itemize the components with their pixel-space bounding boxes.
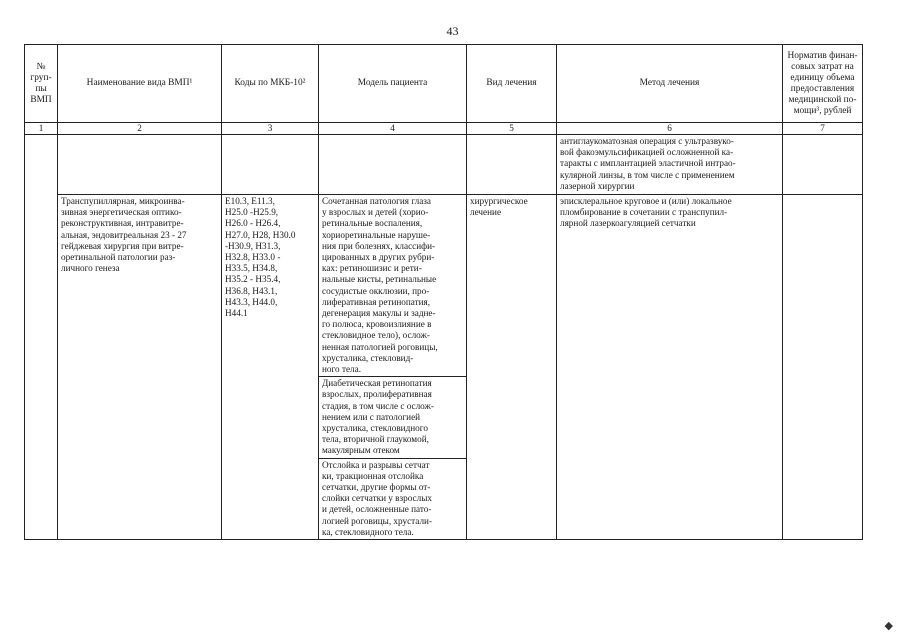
column-number: 7	[783, 123, 863, 135]
page-number: 43	[446, 24, 459, 38]
treatment-type-cell: хирургическое лечение	[467, 195, 557, 540]
header-vmp-name: Наименование вида ВМП¹	[58, 45, 222, 123]
header-treatment-method: Метод лечения	[557, 45, 783, 123]
header-icd-codes: Коды по МКБ-10²	[222, 45, 319, 123]
icd-codes-cell	[222, 135, 319, 195]
vmp-name-cell: Транспупиллярная, микроинва- зивная энергетическая оптико- реконструктивная, интравитре- альная, эндовитреальная 23 - 27 гейджевая хирургия при витре- оретинальной патологии раз- личного генеза	[58, 195, 222, 540]
patient-model-retinal-detachment: Отслойка и разрывы сетчат ки, тракционная отслойка сетчатки, другие формы от- слойки сетчатки у взрослых и детей, осложненные пато- логией роговицы, хрустали- ка, стекловидного тела.	[319, 458, 466, 539]
column-number: 1	[25, 123, 58, 135]
treatment-method-cell: антиглаукоматозная операция с ультразвуко- вой факоэмульсификацией осложненной ка- таракты с имплантацией эластичной интрао- кулярной линзы, в том числе с применением лазерной хирургии	[557, 135, 783, 195]
column-number: 6	[557, 123, 783, 135]
patient-model-cell	[319, 135, 467, 195]
corner-mark: ◆	[884, 620, 893, 632]
header-patient-model: Модель пациента	[319, 45, 467, 123]
header-row	[25, 45, 863, 123]
group-number-cell	[25, 135, 58, 540]
patient-model-diabetic-retinopathy: Диабетическая ретинопатия взрослых, пролиферативная стадия, в том числе с ослож- нением или с патологией хрусталика, стекловидного тела, вторичной глаукомой, макулярным отеком	[319, 376, 466, 457]
column-number: 5	[467, 123, 557, 135]
column-number-row	[25, 123, 863, 135]
table-row-continuation	[25, 135, 863, 195]
column-number: 2	[58, 123, 222, 135]
vmp-name-cell	[58, 135, 222, 195]
cost-standard-cell	[783, 135, 863, 195]
column-number: 4	[319, 123, 467, 135]
treatment-method-cell: эписклеральное круговое и (или) локальное пломбирование в сочетании с транспупил- лярной лазеркоагуляцией сетчатки	[557, 195, 783, 540]
icd-codes-cell: E10.3, E11.3, H25.0 -H25.9, H26.0 - H26.4, H27.0, H28, H30.0 -H30.9, H31.3, H32.8, H33.0 - H33.5, H34.8, H35.2 - H35.4, H36.8, H43.1, H43.3, H44.0, H44.1	[222, 195, 319, 540]
table-row-main	[25, 195, 863, 540]
header-cost-standard: Норматив финан- совых затрат на единицу объема предоставления медицинской по- мощи³, рублей	[783, 45, 863, 123]
patient-model-combined-pathology: Сочетанная патология глаза у взрослых и детей (хорио- ретинальные воспаления, хориоретинальные наруше- ния при болезнях, классифи- цированных в других рубри- ках: ретиношизис и рети- нальные кисты, ретинальные сосудистые окклюзии, про- лиферативная ретинопатия, дегенерация макулы и задне- го полюса, кровоизлияние в стекловидное тело), ослож- ненная патологией роговицы, хрусталика, стекловид- ного тела.	[322, 196, 438, 375]
treatment-type-cell	[467, 135, 557, 195]
vmp-table	[24, 44, 863, 540]
header-group-number: № груп- пы ВМП	[25, 45, 58, 123]
patient-model-cell	[319, 195, 467, 540]
header-treatment-type: Вид лечения	[467, 45, 557, 123]
cost-standard-cell	[783, 195, 863, 540]
column-number: 3	[222, 123, 319, 135]
